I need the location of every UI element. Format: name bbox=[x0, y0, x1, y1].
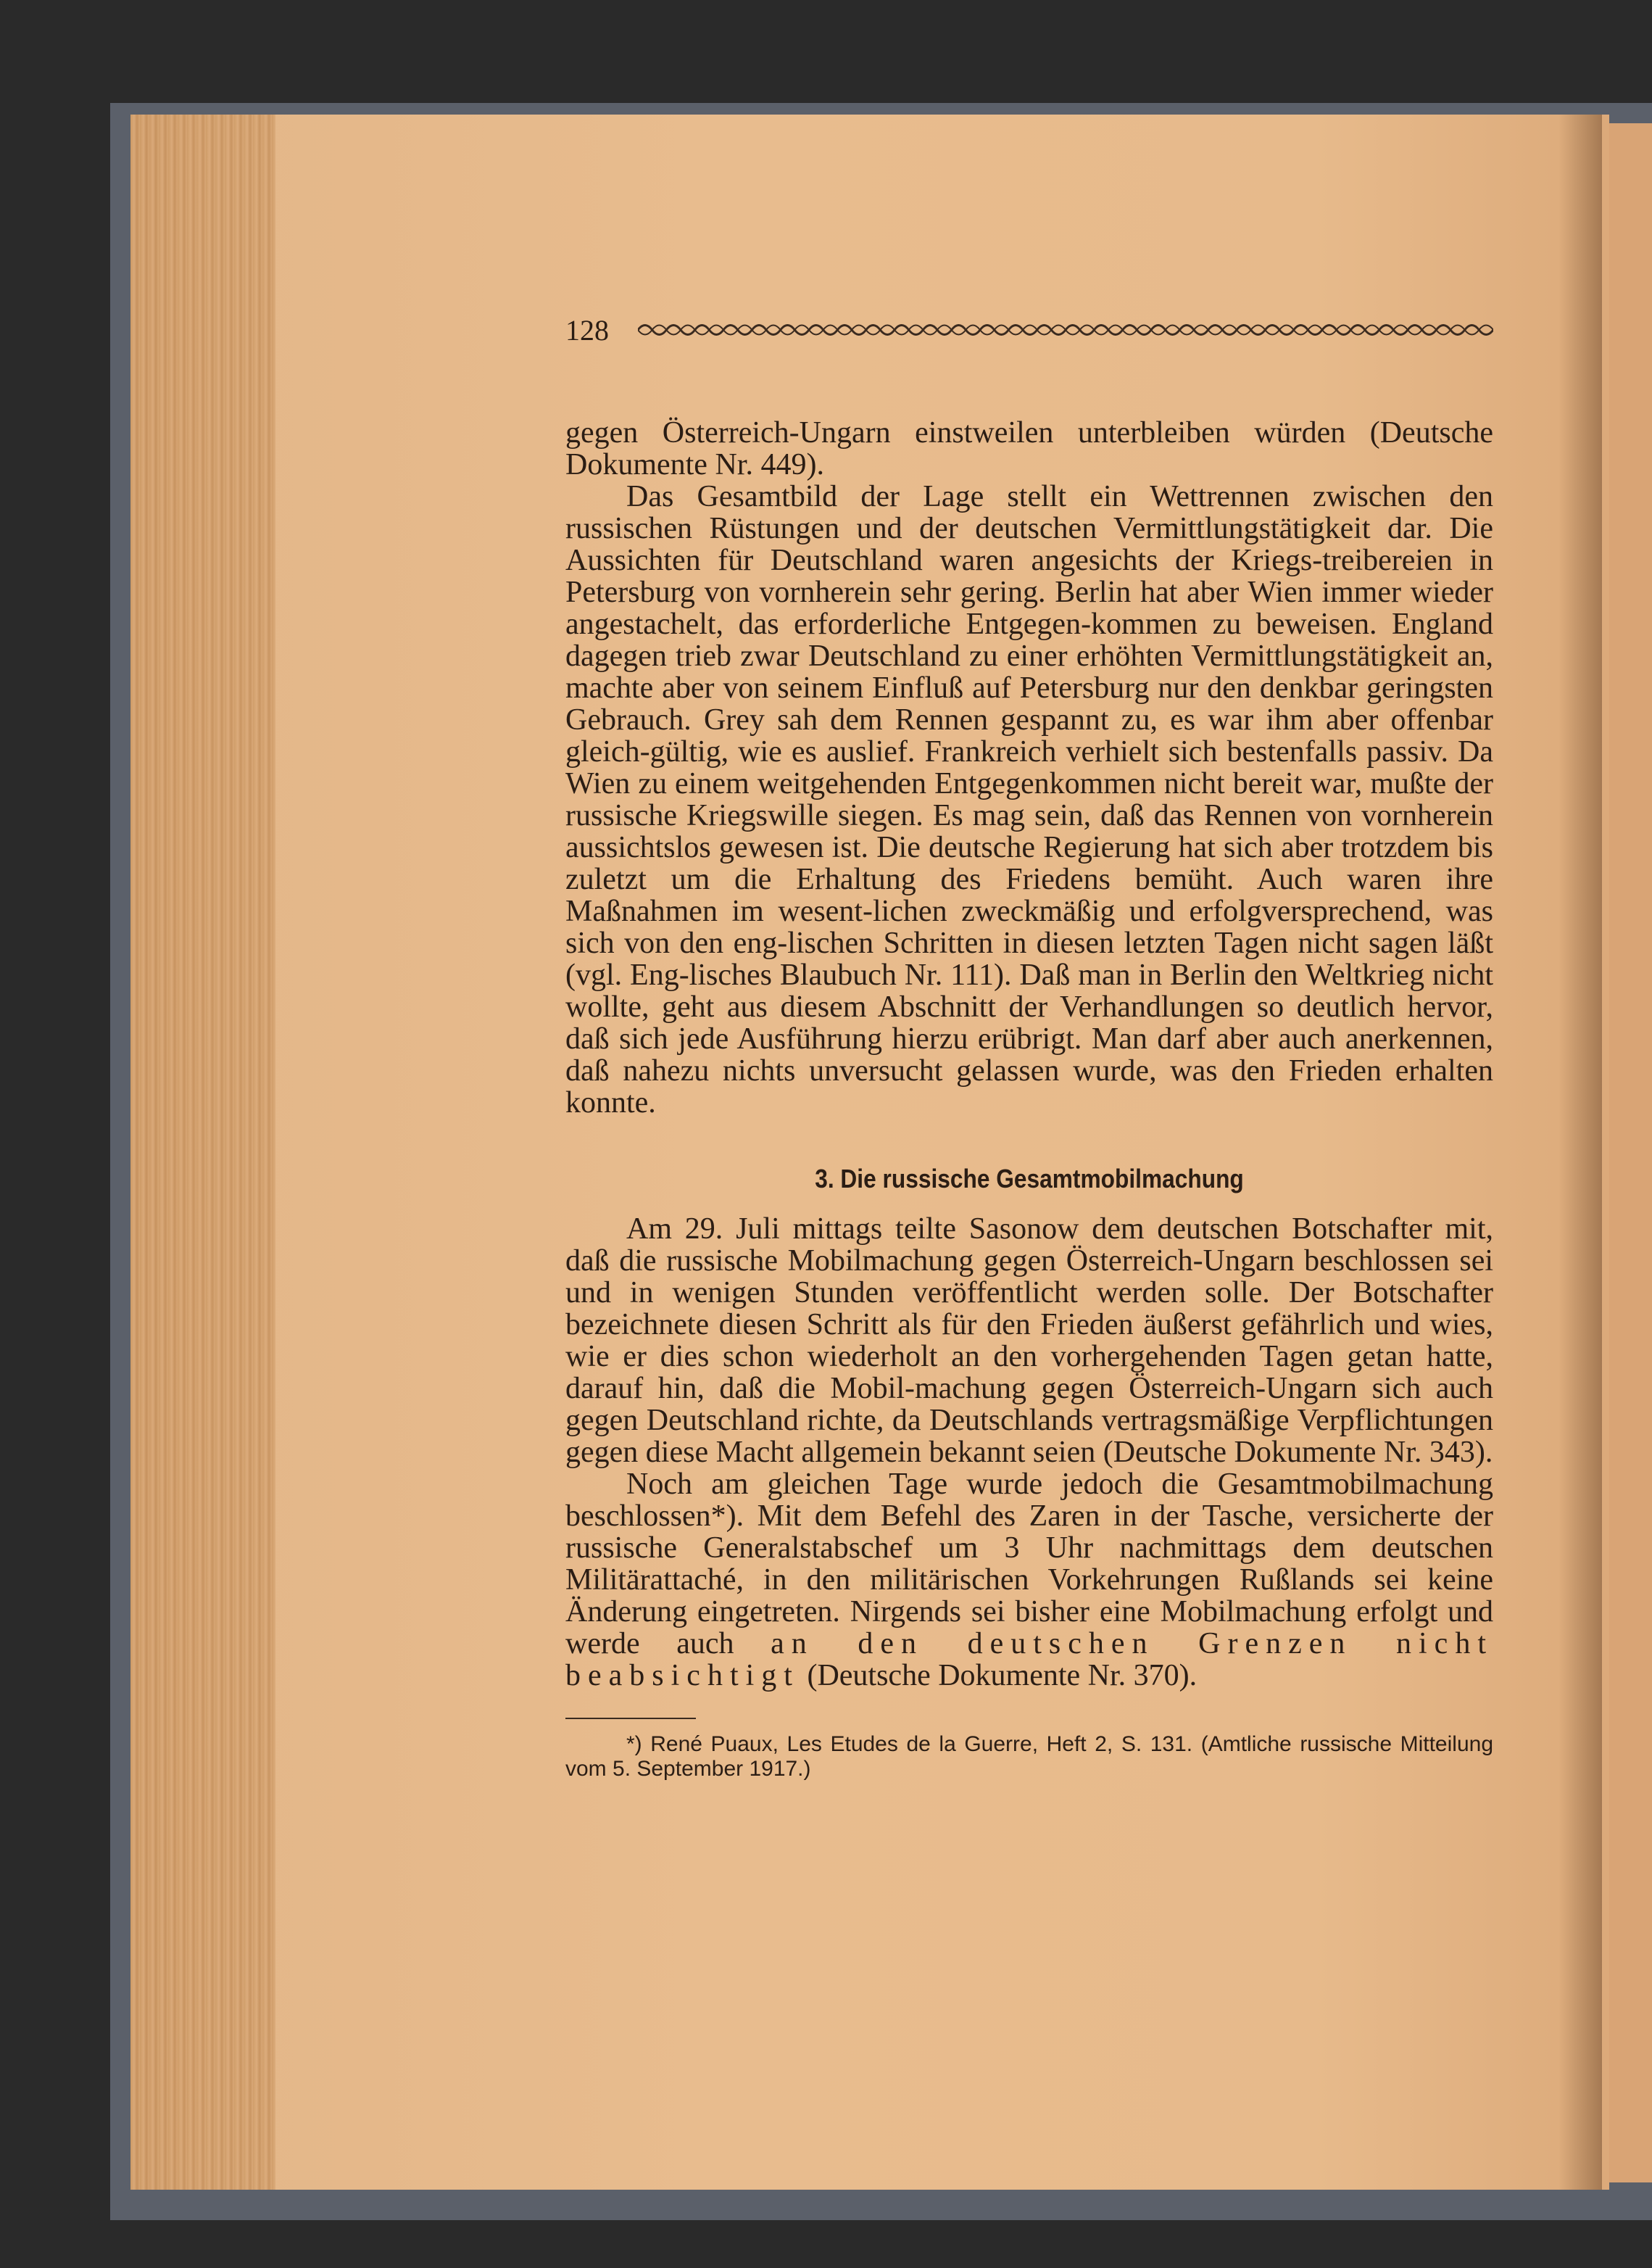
footnote-rule bbox=[565, 1718, 696, 1719]
page-stack-edges bbox=[130, 115, 275, 2190]
page-text-block bbox=[565, 308, 1493, 1781]
footnote: *) René Puaux, Les Etudes de la Guerre, Heft 2, S. 131. (Amtliche russische Mitteilung vom 5. September 1917.) bbox=[565, 1732, 1493, 1781]
paragraph-text-before: Noch am gleichen Tage wurde jedoch die Gesamtmobilmachung beschlossen*). Mit dem Befehl des Zaren in der Tasche, versicherte der russische Generalstabschef um 3 Uhr nachmittags dem deutschen Militärattaché, in den militärischen Vorkehrungen Rußlands sei keine Änderung eingetreten. Nirgends sei bisher eine Mobilmachung erfolgt und werde auch bbox=[565, 1468, 1493, 1660]
paragraph-text-after: (Deutsche Dokumente Nr. 370). bbox=[799, 1659, 1198, 1692]
paragraph-continued: gegen Österreich-Ungarn einstweilen unterbleiben würden (Deutsche Dokumente Nr. 449). bbox=[565, 416, 1493, 481]
spaced-emphasis: an den deutschen Grenzen nicht beabsichtigt bbox=[565, 1627, 1493, 1692]
paragraph-gesamtmobilmachung bbox=[565, 1468, 1493, 1692]
section-heading: 3. Die russische Gesamtmobilmachung bbox=[815, 1164, 1244, 1193]
paragraph-sasonow: Am 29. Juli mittags teilte Sasonow dem deutschen Botschafter mit, daß die russische Mobilmachung gegen Österreich-Ungarn beschlossen sei und in wenigen Stunden veröffentlicht werden solle. Der Botschafter bezeichnete diesen Schritt als für den Frieden äußerst gefährlich und wies, wie er dies schon wiederholt an den vorhergehenden Tagen getan hatte, darauf hin, daß die Mobil-machung gegen Österreich-Ungarn sich auch gegen Deutschland richte, da Deutschlands vertragsmäßige Verpflichtungen gegen diese Macht allgemein bekannt seien (Deutsche Dokumente Nr. 343). bbox=[565, 1212, 1493, 1469]
header-ornament bbox=[638, 319, 1493, 341]
running-header bbox=[565, 308, 1493, 352]
page-number: 128 bbox=[565, 313, 609, 347]
gutter-shadow bbox=[1558, 115, 1602, 2190]
paragraph-gesamtbild: Das Gesamtbild der Lage stellt ein Wettrennen zwischen den russischen Rüstungen und der deutschen Vermittlungstätigkeit dar. Die Aussichten für Deutschland waren angesichts der Kriegs-treibereien in Petersburg von vornherein sehr gering. Berlin hat aber Wien immer wieder angestachelt, das erforderliche Entgegen-kommen zu beweisen. England dagegen trieb zwar Deutschland zu einer erhöhten Vermittlungstätigkeit an, machte aber von seinem Einfluß auf Petersburg nur den denkbar geringsten Gebrauch. Grey sah dem Rennen gespannt zu, es war ihm aber offenbar gleich-gültig, wie es auslief. Frankreich verhielt sich bestenfalls passiv. Da Wien zu einem weitgehenden Entgegenkommen nicht bereit war, mußte der russische Kriegswille siegen. Es mag sein, daß das Rennen von vornherein aussichtslos gewesen ist. Die deutsche Regierung hat sich aber trotzdem bis zuletzt um die Erhaltung des Friedens bemüht. Auch waren ihre Maßnahmen im wesent-lichen zweckmäßig und erfolgversprechend, was sich von den eng-lischen Schritten in diesen letzten Tagen nicht sagen läßt (vgl. Eng-lisches Blaubuch Nr. 111). Daß man in Berlin den Weltkrieg nicht wollte, geht aus diesem Abschnitt der Verhandlungen so deutlich hervor, daß sich jede Ausführung hierzu erübrigt. Man darf aber auch anerkennen, daß nahezu nichts unversucht gelassen wurde, was den Frieden erhalten konnte. bbox=[565, 480, 1493, 1119]
